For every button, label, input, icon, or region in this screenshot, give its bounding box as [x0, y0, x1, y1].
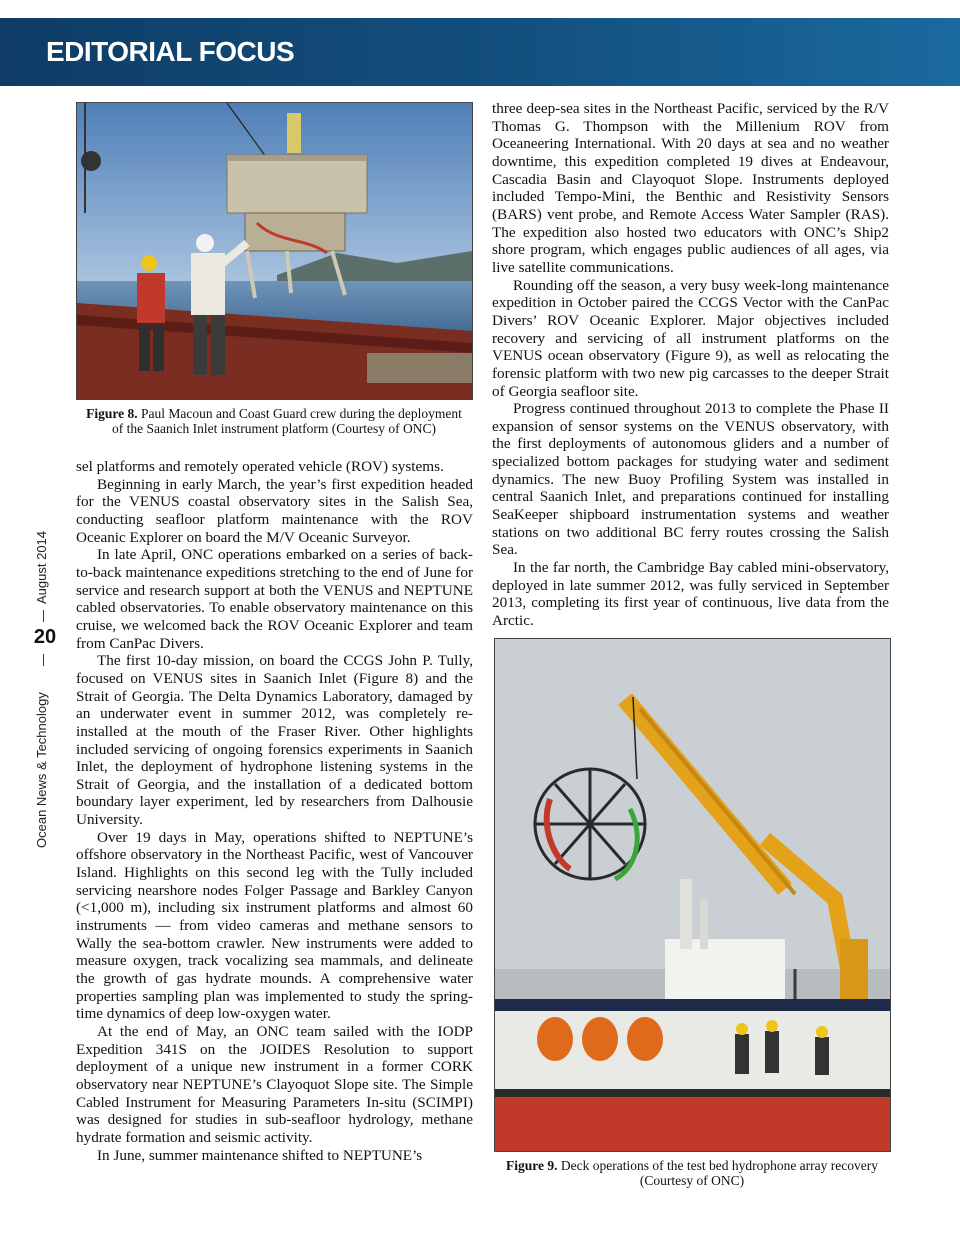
figure-9-photo [494, 638, 891, 1152]
figure-9-label: Figure 9. [506, 1158, 558, 1173]
sidebar-divider [43, 654, 44, 666]
body-paragraph: In late April, ONC operations embarked on a series of back-to-back maintenance expeditions stretching to the end of June for service and research support at both the VENUS and NEPTUNE cabled observatories. To enable observatory maintenance on this cruise, we welcomed back the ROV Oceanic Explorer and team from CanPac Divers. [76, 546, 473, 652]
issue-date: August 2014 [34, 530, 49, 604]
section-title: EDITORIAL FOCUS [46, 36, 295, 67]
right-column [492, 100, 889, 630]
figure-9-text: Deck operations of the test bed hydrophone array recovery (Courtesy of ONC) [560, 1158, 878, 1188]
figure-8-text: Paul Macoun and Coast Guard crew during the deployment of the Saanich Inlet instrument platform (Courtesy of ONC) [112, 406, 462, 436]
figure-9-caption [494, 1158, 890, 1188]
page-number: 20 [33, 626, 57, 648]
publication-name: Ocean News & Technology [34, 692, 49, 848]
body-paragraph: At the end of May, an ONC team sailed with the IODP Expedition 341S on the JOIDES Resolution to support deployment of a unique new instrument in a former CORK observatory near NEPTUNE’s Clayoquot Slope site. The Simple Cabled Instrument for Measuring Parameters In-situ (SCIMPI) was designed for studies in sub-seafloor hydrology, methane hydrate formation and seismic activity. [76, 1023, 473, 1146]
editorial-focus-banner [0, 18, 960, 86]
body-paragraph: Over 19 days in May, operations shifted to NEPTUNE’s offshore observatory in the Northeast Pacific, west of Vancouver Island. Highlights on this second leg with the Tully included servicing nearshore nodes Folger Passage and Barkley Canyon (<1,000 m), including six instrument platforms and almost 60 instruments — from video cameras and methane sensors to Wally the sea-bottom crawler. New instruments were added to measure oxygen, track vocalizing sea mammals, and delineate the growth of gas hydrate mounds. A comprehensive water properties sampling plan was implemented to study the spring-time dynamics of deep low-oxygen water. [76, 828, 473, 1023]
figure-8-label: Figure 8. [86, 406, 138, 421]
figure-8-caption [84, 406, 464, 436]
body-paragraph: In the far north, the Cambridge Bay cabled mini-observatory, deployed in late summer 2012, was fully serviced in September 2013, completing its first year of continuous, live data from the Arctic. [492, 559, 889, 630]
body-paragraph: Beginning in early March, the year’s first expedition headed for the VENUS coastal observatory sites in the Salish Sea, conducting seafloor platform maintenance with the ROV Oceanic Explorer on board the M/V Oceanic Surveyor. [76, 475, 473, 546]
sidebar-divider [43, 610, 44, 622]
body-paragraph: sel platforms and remotely operated vehicle (ROV) systems. [76, 458, 444, 475]
body-paragraph: The first 10-day mission, on board the CCGS John P. Tully, focused on VENUS sites in Saanich Inlet (Figure 8) and the Strait of Georgia. The Delta Dynamics Laboratory, damaged by an underwater event in summer 2012, was completely re-installed at the mouth of the Fraser River. Other highlights included servicing of ongoing forensics experiments in Saanich Inlet, the deployment of hydrophone listening systems in the Strait of Georgia, and the installation of a dedicated bottom boundary layer experiment, led by researchers from Dalhousie University. [76, 652, 473, 829]
body-paragraph: In June, summer maintenance shifted to NEPTUNE’s [97, 1146, 423, 1164]
page-sidebar [0, 500, 66, 860]
left-column [76, 458, 473, 1164]
body-paragraph: three deep-sea sites in the Northeast Pacific, serviced by the R/V Thomas G. Thompson with the Millenium ROV from Oceaneering International. With 20 days at sea and no weather downtime, this expedition completed 19 dives at Endeavour, Cascadia Basin and Clayoquot Slope. Instruments deployed included Tempo-Mini, the Benthic and Resistivity Sensors (BARS) vent probe, and Remote Access Water Sampler (RAS). The expedition also hosted two educators with ONC’s Ship2 shore program, which engages public audiences of all ages, via live satellite communications. [492, 100, 889, 276]
figure-8-photo [76, 102, 473, 400]
body-paragraph: Progress continued throughout 2013 to complete the Phase II expansion of sensor systems on the VENUS observatory, with the first deployments of autonomous gliders and a number of specialized bottom packages for studying water and sediment dynamics. The new Buoy Profiling System was installed in central Saanich Inlet, and preparations continued for installing SeaKeeper shipboard instrumentation systems and weather stations on two additional BC ferry routes crossing the Salish Sea. [492, 400, 889, 559]
body-paragraph: Rounding off the season, a very busy week-long maintenance expedition in October paired the CCGS Vector with the CanPac Divers’ ROV Oceanic Explorer. Major objectives included recovery and servicing of all instrument platforms on the VENUS ocean observatory (Figure 9), as well as relocating the forensic platform with two new pig carcasses to the deeper Strait of Georgia seafloor site. [492, 276, 889, 400]
